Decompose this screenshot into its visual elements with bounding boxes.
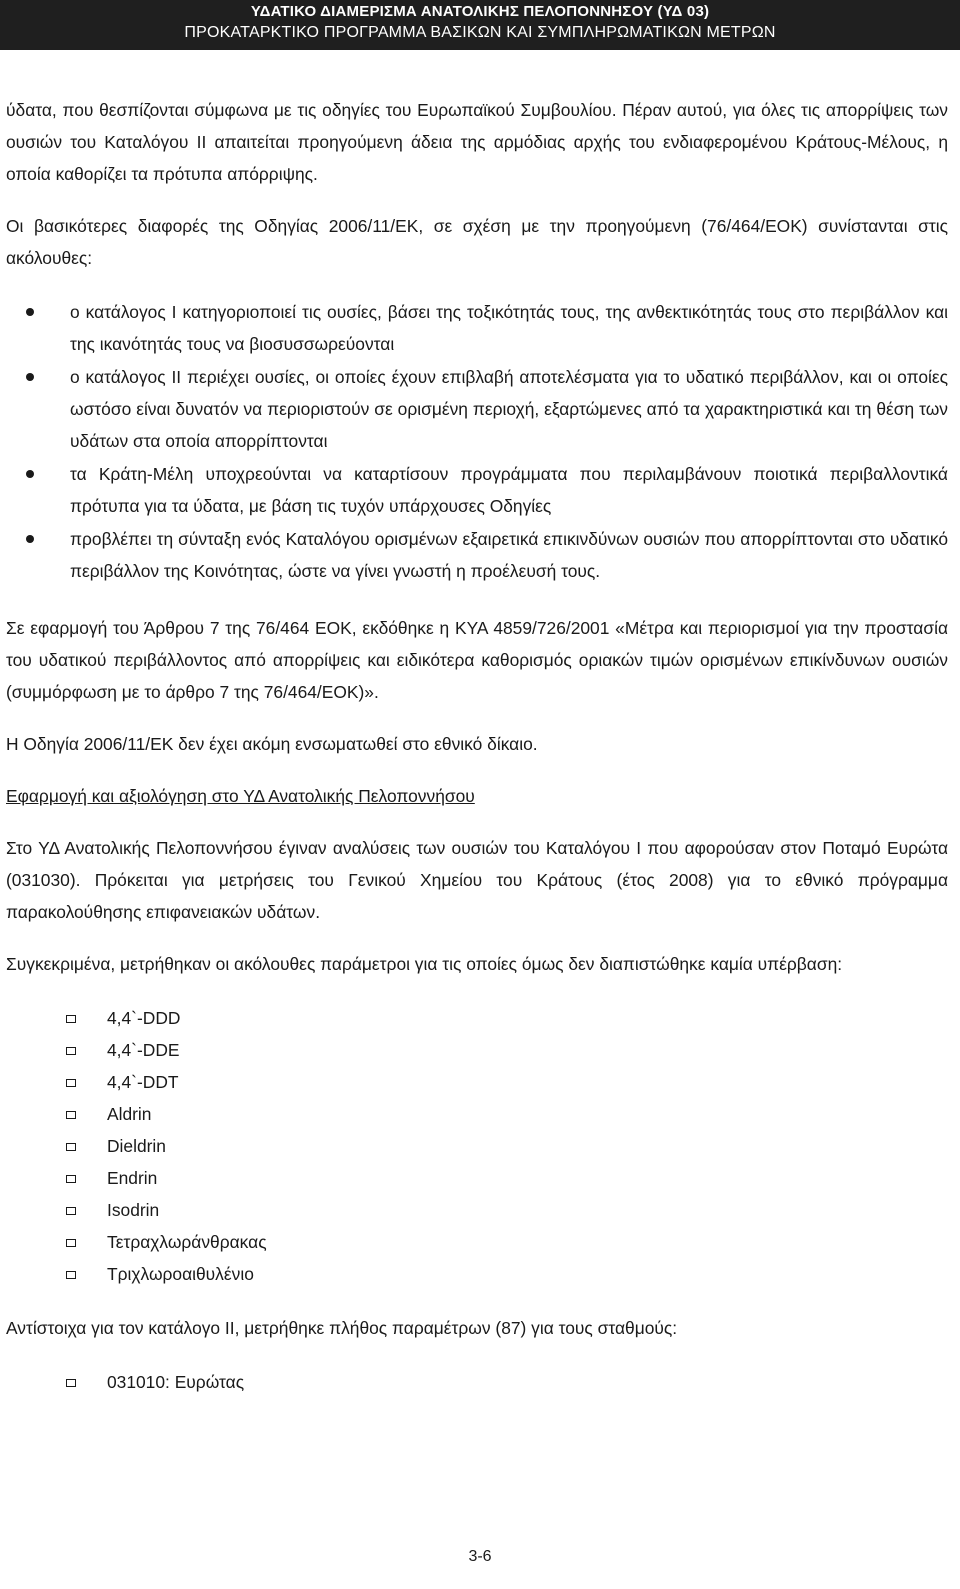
section-heading: Εφαρμογή και αξιολόγηση στο ΥΔ Ανατολικής Πελοποννήσου [6,786,475,806]
bullet-icon [26,535,34,543]
list-item [6,1258,948,1290]
list-item-text: Aldrin [107,1104,152,1124]
stations-list [6,1366,948,1398]
paragraph: Στο ΥΔ Ανατολικής Πελοποννήσου έγιναν αναλύσεις των ουσιών του Καταλόγου Ι που αφορούσαν στον Ποταμό Ευρώτα (031030). Πρόκειται για μετρήσεις του Γενικού Χημείου του Κράτους (έτος 2008) για το εθνικό πρόγραμμα παρακολούθησης επιφανειακών υδάτων. [6,838,948,922]
list-item [6,1130,948,1162]
paragraph: Αντίστοιχα για τον κατάλογο ΙΙ, μετρήθηκε πλήθος παραμέτρων (87) για τους σταθμούς: [6,1318,678,1338]
parameters-list [6,1002,948,1290]
square-bullet-icon [66,1175,76,1183]
header-title: ΥΔΑΤΙΚΟ ΔΙΑΜΕΡΙΣΜΑ ΑΝΑΤΟΛΙΚΗΣ ΠΕΛΟΠΟΝΝΗΣΟΥ (ΥΔ 03) [250,3,710,20]
list-item-text: 4,4`-DDD [107,1008,181,1028]
paragraph: Σε εφαρμογή του Άρθρου 7 της 76/464 ΕΟΚ, εκδόθηκε η ΚΥΑ 4859/726/2001 «Μέτρα και περιορισμοί για την προστασία του υδατικού περιβάλλοντος από απορρίψεις και ειδικότερα καθορισμός οριακών τιμών ορισμένων επικίνδυνων ουσιών (συμμόρφωση με το άρθρο 7 της 76/464/ΕΟΚ)». [6,618,948,702]
paragraph: Η Οδηγία 2006/11/ΕΚ δεν έχει ακόμη ενσωματωθεί στο εθνικό δίκαιο. [6,734,538,754]
square-bullet-icon [66,1015,76,1023]
list-item-text: Dieldrin [107,1136,166,1156]
list-item-text: Τετραχλωράνθρακας [107,1232,267,1252]
paragraph: ύδατα, που θεσπίζονται σύμφωνα με τις οδηγίες του Ευρωπαϊκού Συμβουλίου. Πέραν αυτού, για όλες τις απορρίψεις των ουσιών του Καταλόγου ΙΙ απαιτείται προηγούμενη άδεια της αρμόδιας αρχής του ενδιαφερομένου Κράτους-Μέλους, η οποία καθορίζει τα πρότυπα απόρριψης. [6,100,948,184]
list-item [6,1002,948,1034]
list-item-text: 031010: Ευρώτας [107,1372,245,1392]
list-item [6,1162,948,1194]
list-item-text: ο κατάλογος Ι κατηγοριοποιεί τις ουσίες, βάσει της τοξικότητάς τους, της ανθεκτικότητάς τους στο περιβάλλον και της ικανότητάς τους να βιοσυσσωρεύονται [70,302,948,354]
document-body [6,94,948,1398]
list-item-text: Endrin [107,1168,158,1188]
list-item-text: Isodrin [107,1200,160,1220]
square-bullet-icon [66,1079,76,1087]
differences-list [6,296,948,587]
list-item [6,1098,948,1130]
list-item-text: 4,4`-DDE [107,1040,180,1060]
list-item [6,1034,948,1066]
list-item-text: ο κατάλογος ΙΙ περιέχει ουσίες, οι οποίες έχουν επιβλαβή αποτελέσματα για το υδατικό περιβάλλον, και οι οποίες ωστόσο είναι δυνατόν να περιοριστούν σε ορισμένη περιοχή, εξαρτώμενες από τα χαρακτηριστικά και τη θέση των υδάτων στα οποία απορρίπτονται [70,367,948,451]
bullet-icon [26,373,34,381]
square-bullet-icon [66,1111,76,1119]
list-item [6,1066,948,1098]
page-header [0,0,960,50]
bullet-icon [26,470,34,478]
square-bullet-icon [66,1047,76,1055]
list-item-text: προβλέπει τη σύνταξη ενός Καταλόγου ορισμένων εξαιρετικά επικινδύνων ουσιών που απορρίπτονται στο υδατικό περιβάλλον της Κοινότητας, ώστε να γίνει γνωστή η προέλευσή τους. [70,529,948,581]
list-item-text: Τριχλωροαιθυλένιο [107,1264,254,1284]
list-item-text: 4,4`-DDT [107,1072,179,1092]
square-bullet-icon [66,1379,76,1387]
square-bullet-icon [66,1239,76,1247]
list-item [6,361,948,457]
square-bullet-icon [66,1143,76,1151]
header-subtitle: ΠΡΟΚΑΤΑΡΚΤΙΚΟ ΠΡΟΓΡΑΜΜΑ ΒΑΣΙΚΩΝ ΚΑΙ ΣΥΜΠΛΗΡΩΜΑΤΙΚΩΝ ΜΕΤΡΩΝ [184,24,776,41]
bullet-icon [26,308,34,316]
page-number: 3-6 [468,1548,492,1565]
list-item [6,1226,948,1258]
list-item [6,458,948,522]
paragraph: Οι βασικότερες διαφορές της Οδηγίας 2006/11/ΕΚ, σε σχέση με την προηγούμενη (76/464/ΕΟΚ) συνίστανται στις ακόλουθες: [6,216,948,268]
paragraph: Συγκεκριμένα, μετρήθηκαν οι ακόλουθες παράμετροι για τις οποίες όμως δεν διαπιστώθηκε καμία υπέρβαση: [6,954,843,974]
list-item [6,296,948,360]
list-item [6,523,948,587]
list-item [6,1366,948,1398]
list-item [6,1194,948,1226]
square-bullet-icon [66,1207,76,1215]
list-item-text: τα Κράτη-Μέλη υποχρεούνται να καταρτίσουν προγράμματα που περιλαμβάνουν ποιοτικά περιβαλλοντικά πρότυπα για τα ύδατα, με βάση τις τυχόν υπάρχουσες Οδηγίες [70,464,948,516]
square-bullet-icon [66,1271,76,1279]
